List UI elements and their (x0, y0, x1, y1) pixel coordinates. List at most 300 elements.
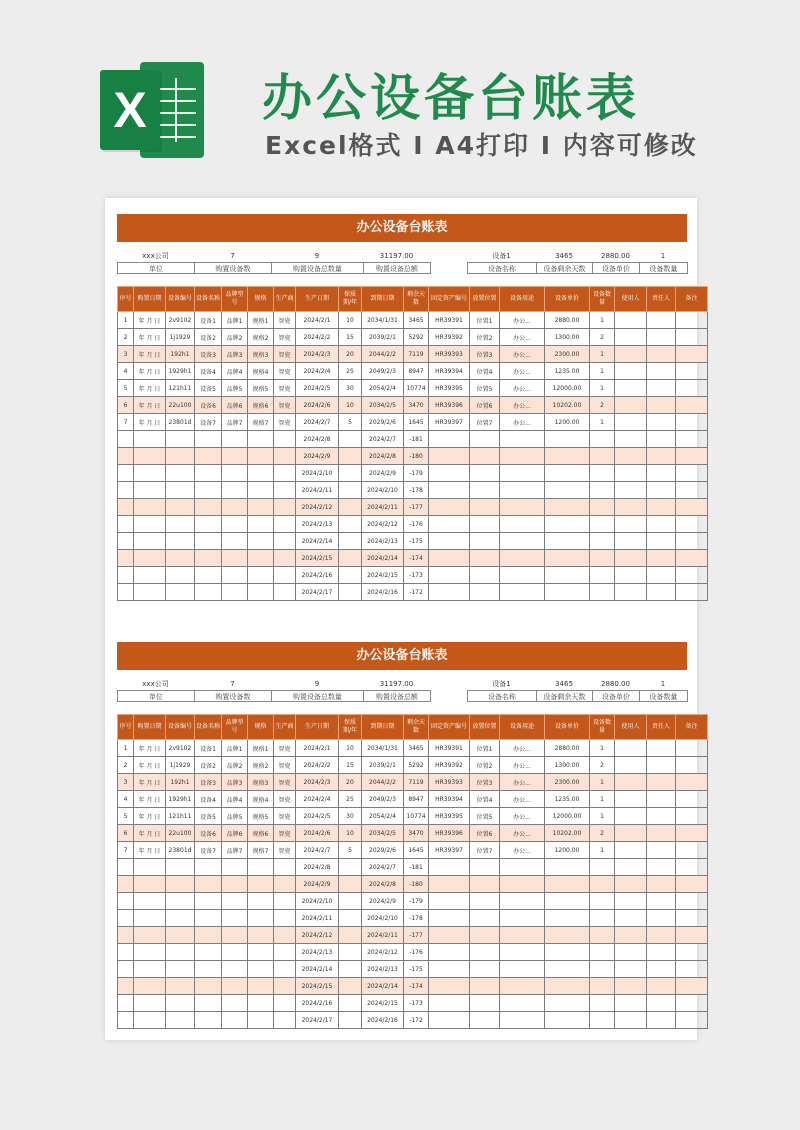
table-cell[interactable] (647, 465, 676, 482)
table-cell[interactable]: 办公... (500, 397, 545, 414)
table-cell[interactable] (222, 516, 248, 533)
table-cell[interactable]: 设备5 (195, 808, 222, 825)
table-cell[interactable]: 10774 (404, 808, 429, 825)
table-cell[interactable] (500, 533, 545, 550)
table-cell[interactable]: 位置1 (470, 740, 500, 757)
column-header[interactable]: 购置日期 (134, 287, 166, 312)
table-cell[interactable]: -180 (404, 448, 429, 465)
table-cell[interactable] (118, 876, 134, 893)
table-cell[interactable] (590, 978, 615, 995)
table-cell[interactable] (676, 842, 708, 859)
table-cell[interactable] (166, 910, 195, 927)
table-cell[interactable] (545, 465, 590, 482)
table-cell[interactable]: -179 (404, 893, 429, 910)
table-cell[interactable]: 2024/2/8 (296, 859, 339, 876)
table-cell[interactable] (590, 910, 615, 927)
table-cell[interactable]: -181 (404, 431, 429, 448)
table-cell[interactable]: 3465 (404, 740, 429, 757)
table-cell[interactable]: 1200.00 (545, 414, 590, 431)
table-cell[interactable] (222, 567, 248, 584)
table-cell[interactable]: 15 (339, 757, 362, 774)
table-cell[interactable]: 品牌2 (222, 757, 248, 774)
table-cell[interactable] (615, 533, 647, 550)
table-cell[interactable]: HR39396 (429, 825, 470, 842)
table-cell[interactable] (195, 499, 222, 516)
table-cell[interactable] (470, 927, 500, 944)
table-cell[interactable] (222, 482, 248, 499)
table-cell[interactable] (676, 346, 708, 363)
table-cell[interactable] (118, 533, 134, 550)
table-cell[interactable] (429, 893, 470, 910)
table-cell[interactable] (274, 876, 296, 893)
table-cell[interactable] (222, 995, 248, 1012)
column-header[interactable]: 设备用途 (500, 287, 545, 312)
table-cell[interactable] (274, 944, 296, 961)
table-cell[interactable]: 2024/2/12 (296, 499, 339, 516)
column-header[interactable]: 设备名称 (195, 287, 222, 312)
table-cell[interactable] (647, 791, 676, 808)
table-cell[interactable]: 2024/2/2 (296, 329, 339, 346)
table-cell[interactable] (195, 961, 222, 978)
table-cell[interactable] (615, 961, 647, 978)
table-cell[interactable] (590, 533, 615, 550)
table-cell[interactable] (676, 397, 708, 414)
table-cell[interactable] (429, 482, 470, 499)
table-cell[interactable] (118, 482, 134, 499)
table-cell[interactable] (166, 944, 195, 961)
table-cell[interactable]: 智瓷 (274, 363, 296, 380)
table-cell[interactable]: 2034/2/5 (362, 825, 404, 842)
table-cell[interactable]: 1j1929 (166, 757, 195, 774)
table-cell[interactable] (248, 1012, 274, 1029)
table-cell[interactable]: 年 月 日 (134, 312, 166, 329)
table-cell[interactable] (118, 1012, 134, 1029)
table-cell[interactable]: 12000.00 (545, 808, 590, 825)
table-cell[interactable]: 2024/2/3 (296, 774, 339, 791)
column-header[interactable]: 规格 (248, 287, 274, 312)
table-cell[interactable]: 2 (590, 329, 615, 346)
table-cell[interactable]: 2v9102 (166, 740, 195, 757)
table-cell[interactable]: 2024/2/11 (296, 910, 339, 927)
table-cell[interactable] (676, 516, 708, 533)
table-cell[interactable]: 8947 (404, 363, 429, 380)
table-cell[interactable] (248, 533, 274, 550)
table-cell[interactable]: 2024/2/13 (362, 533, 404, 550)
table-cell[interactable] (118, 550, 134, 567)
table-cell[interactable]: 3470 (404, 825, 429, 842)
table-cell[interactable] (470, 910, 500, 927)
table-cell[interactable]: 年 月 日 (134, 329, 166, 346)
table-cell[interactable]: 4 (118, 791, 134, 808)
table-cell[interactable] (222, 893, 248, 910)
table-cell[interactable]: 7119 (404, 774, 429, 791)
table-cell[interactable] (615, 825, 647, 842)
table-cell[interactable]: 2300.00 (545, 346, 590, 363)
table-cell[interactable] (248, 516, 274, 533)
table-cell[interactable]: -174 (404, 978, 429, 995)
table-cell[interactable] (615, 567, 647, 584)
table-cell[interactable] (118, 995, 134, 1012)
table-cell[interactable]: 3 (118, 774, 134, 791)
table-cell[interactable]: 6 (118, 397, 134, 414)
table-cell[interactable] (615, 944, 647, 961)
summary-value[interactable]: 31197.00 (379, 680, 414, 688)
table-cell[interactable]: 2029/2/6 (362, 842, 404, 859)
table-cell[interactable]: 2024/2/9 (362, 465, 404, 482)
table-cell[interactable] (500, 859, 545, 876)
table-cell[interactable] (647, 944, 676, 961)
table-cell[interactable] (676, 859, 708, 876)
table-cell[interactable] (166, 961, 195, 978)
table-cell[interactable]: 7 (118, 842, 134, 859)
table-cell[interactable]: 设备2 (195, 757, 222, 774)
table-cell[interactable]: 2024/2/16 (296, 567, 339, 584)
table-cell[interactable]: 办公... (500, 757, 545, 774)
table-cell[interactable] (274, 978, 296, 995)
column-header[interactable]: 到期日期 (362, 715, 404, 740)
table-cell[interactable]: 2024/2/11 (296, 482, 339, 499)
table-cell[interactable] (195, 927, 222, 944)
table-cell[interactable]: 办公... (500, 842, 545, 859)
table-cell[interactable] (470, 533, 500, 550)
table-cell[interactable] (470, 944, 500, 961)
table-cell[interactable] (248, 567, 274, 584)
table-cell[interactable]: 品牌6 (222, 825, 248, 842)
table-cell[interactable] (590, 499, 615, 516)
table-cell[interactable] (195, 859, 222, 876)
table-cell[interactable] (248, 431, 274, 448)
table-cell[interactable] (118, 859, 134, 876)
table-cell[interactable]: HR39397 (429, 842, 470, 859)
table-cell[interactable] (195, 893, 222, 910)
table-cell[interactable] (429, 550, 470, 567)
table-cell[interactable] (615, 346, 647, 363)
column-header[interactable]: 使用人 (615, 715, 647, 740)
table-cell[interactable]: 4 (118, 363, 134, 380)
column-header[interactable]: 规格 (248, 715, 274, 740)
table-cell[interactable]: 2044/2/2 (362, 346, 404, 363)
table-cell[interactable] (339, 550, 362, 567)
table-cell[interactable]: 6 (118, 825, 134, 842)
table-cell[interactable]: 办公... (500, 329, 545, 346)
table-cell[interactable]: 品牌2 (222, 329, 248, 346)
table-cell[interactable] (500, 431, 545, 448)
table-cell[interactable]: 2024/2/5 (296, 380, 339, 397)
table-cell[interactable]: 192h1 (166, 774, 195, 791)
table-cell[interactable] (248, 465, 274, 482)
table-cell[interactable]: 10 (339, 740, 362, 757)
table-cell[interactable]: 年 月 日 (134, 791, 166, 808)
table-cell[interactable] (676, 876, 708, 893)
table-cell[interactable] (195, 465, 222, 482)
table-cell[interactable]: 2024/2/10 (296, 465, 339, 482)
table-cell[interactable] (339, 859, 362, 876)
table-cell[interactable]: 2029/2/6 (362, 414, 404, 431)
table-cell[interactable] (166, 978, 195, 995)
table-cell[interactable] (166, 431, 195, 448)
table-cell[interactable]: 规格5 (248, 380, 274, 397)
table-cell[interactable] (248, 876, 274, 893)
table-cell[interactable] (545, 584, 590, 601)
table-cell[interactable]: 位置7 (470, 842, 500, 859)
table-cell[interactable] (647, 397, 676, 414)
table-cell[interactable]: 设备5 (195, 380, 222, 397)
table-cell[interactable] (274, 961, 296, 978)
table-cell[interactable]: 10202.00 (545, 825, 590, 842)
column-header[interactable]: 放置位置 (470, 715, 500, 740)
table-cell[interactable]: 设备4 (195, 791, 222, 808)
table-cell[interactable]: 年 月 日 (134, 774, 166, 791)
table-cell[interactable]: 5292 (404, 757, 429, 774)
table-cell[interactable] (339, 944, 362, 961)
table-cell[interactable] (615, 312, 647, 329)
table-cell[interactable]: 1300.00 (545, 329, 590, 346)
table-cell[interactable]: 20 (339, 346, 362, 363)
table-cell[interactable] (590, 893, 615, 910)
table-cell[interactable] (274, 550, 296, 567)
table-cell[interactable] (545, 533, 590, 550)
table-cell[interactable] (647, 859, 676, 876)
table-cell[interactable] (615, 740, 647, 757)
table-cell[interactable] (195, 944, 222, 961)
table-cell[interactable] (134, 1012, 166, 1029)
table-cell[interactable] (470, 499, 500, 516)
table-cell[interactable] (676, 584, 708, 601)
table-cell[interactable]: 1 (590, 740, 615, 757)
table-cell[interactable] (118, 893, 134, 910)
table-cell[interactable] (134, 499, 166, 516)
table-cell[interactable] (500, 448, 545, 465)
table-cell[interactable] (195, 1012, 222, 1029)
table-cell[interactable] (545, 516, 590, 533)
column-header[interactable]: 固定资产编号 (429, 287, 470, 312)
table-cell[interactable] (615, 550, 647, 567)
table-cell[interactable]: 智瓷 (274, 842, 296, 859)
table-cell[interactable] (500, 927, 545, 944)
table-cell[interactable] (590, 859, 615, 876)
table-cell[interactable] (274, 448, 296, 465)
table-cell[interactable]: 品牌7 (222, 842, 248, 859)
table-cell[interactable] (676, 791, 708, 808)
table-cell[interactable] (339, 448, 362, 465)
table-cell[interactable] (118, 978, 134, 995)
table-cell[interactable]: 2024/2/10 (362, 482, 404, 499)
table-cell[interactable] (248, 995, 274, 1012)
table-cell[interactable]: 规格4 (248, 791, 274, 808)
table-cell[interactable]: 办公... (500, 808, 545, 825)
table-cell[interactable] (166, 533, 195, 550)
table-cell[interactable]: -177 (404, 499, 429, 516)
table-cell[interactable] (134, 431, 166, 448)
table-cell[interactable] (615, 414, 647, 431)
table-cell[interactable] (647, 363, 676, 380)
table-cell[interactable] (195, 876, 222, 893)
table-cell[interactable] (166, 567, 195, 584)
table-cell[interactable] (166, 499, 195, 516)
table-cell[interactable]: 2024/2/6 (296, 825, 339, 842)
table-cell[interactable] (222, 533, 248, 550)
table-cell[interactable] (545, 431, 590, 448)
table-cell[interactable] (647, 346, 676, 363)
table-cell[interactable]: 2024/2/4 (296, 791, 339, 808)
table-cell[interactable] (195, 567, 222, 584)
table-cell[interactable]: 设备1 (195, 740, 222, 757)
table-cell[interactable] (500, 482, 545, 499)
table-cell[interactable]: 1 (590, 414, 615, 431)
summary-value[interactable]: 31197.00 (379, 252, 414, 260)
table-cell[interactable] (647, 533, 676, 550)
table-cell[interactable]: HR39395 (429, 808, 470, 825)
table-cell[interactable] (470, 431, 500, 448)
column-header[interactable]: 购置日期 (134, 715, 166, 740)
table-cell[interactable] (470, 465, 500, 482)
table-cell[interactable]: 年 月 日 (134, 740, 166, 757)
table-cell[interactable]: -179 (404, 465, 429, 482)
table-cell[interactable]: 1 (118, 740, 134, 757)
table-cell[interactable]: 2024/2/12 (362, 944, 404, 961)
table-cell[interactable] (118, 465, 134, 482)
column-header[interactable]: 设备编号 (166, 715, 195, 740)
column-header[interactable]: 品牌型号 (222, 715, 248, 740)
table-cell[interactable]: 2024/2/9 (296, 448, 339, 465)
table-cell[interactable]: 12000.00 (545, 380, 590, 397)
table-cell[interactable]: 设备7 (195, 414, 222, 431)
table-cell[interactable]: 办公... (500, 414, 545, 431)
table-cell[interactable] (676, 533, 708, 550)
table-cell[interactable] (647, 825, 676, 842)
table-cell[interactable] (545, 927, 590, 944)
table-cell[interactable]: 智瓷 (274, 774, 296, 791)
table-cell[interactable] (615, 791, 647, 808)
table-cell[interactable]: 1 (118, 312, 134, 329)
table-cell[interactable] (647, 893, 676, 910)
table-cell[interactable] (339, 584, 362, 601)
table-cell[interactable] (429, 584, 470, 601)
table-cell[interactable] (134, 893, 166, 910)
table-cell[interactable]: 品牌6 (222, 397, 248, 414)
column-header[interactable]: 序号 (118, 287, 134, 312)
table-cell[interactable] (676, 910, 708, 927)
table-cell[interactable] (118, 961, 134, 978)
table-cell[interactable] (429, 1012, 470, 1029)
table-cell[interactable]: -172 (404, 1012, 429, 1029)
column-header[interactable]: 备注 (676, 715, 708, 740)
table-cell[interactable]: -176 (404, 516, 429, 533)
table-cell[interactable]: HR39393 (429, 774, 470, 791)
table-cell[interactable]: 品牌3 (222, 346, 248, 363)
table-cell[interactable] (134, 533, 166, 550)
table-cell[interactable]: 2024/2/13 (296, 944, 339, 961)
column-header[interactable]: 设备名称 (195, 715, 222, 740)
table-cell[interactable]: 智瓷 (274, 380, 296, 397)
table-cell[interactable]: 2024/2/14 (296, 961, 339, 978)
table-cell[interactable] (470, 448, 500, 465)
table-cell[interactable] (676, 1012, 708, 1029)
table-cell[interactable]: 2024/2/16 (362, 584, 404, 601)
column-header[interactable]: 保质期/年 (339, 287, 362, 312)
table-cell[interactable] (676, 329, 708, 346)
table-cell[interactable]: 5 (339, 842, 362, 859)
table-cell[interactable]: 2024/2/15 (296, 978, 339, 995)
table-cell[interactable] (676, 978, 708, 995)
table-cell[interactable]: 5 (118, 380, 134, 397)
table-cell[interactable]: 15 (339, 329, 362, 346)
summary-value[interactable]: xxx公司 (142, 252, 169, 260)
table-cell[interactable] (248, 482, 274, 499)
table-cell[interactable] (339, 910, 362, 927)
table-cell[interactable]: 20 (339, 774, 362, 791)
table-cell[interactable] (248, 961, 274, 978)
table-cell[interactable]: 8947 (404, 791, 429, 808)
table-cell[interactable]: 规格2 (248, 757, 274, 774)
table-cell[interactable] (470, 550, 500, 567)
column-header[interactable]: 设备数量 (590, 715, 615, 740)
table-cell[interactable]: 121h11 (166, 808, 195, 825)
table-cell[interactable]: 智瓷 (274, 397, 296, 414)
table-cell[interactable] (195, 910, 222, 927)
table-cell[interactable]: HR39392 (429, 329, 470, 346)
table-cell[interactable]: 位置6 (470, 397, 500, 414)
table-cell[interactable]: 办公... (500, 774, 545, 791)
table-cell[interactable] (134, 944, 166, 961)
table-cell[interactable]: 年 月 日 (134, 363, 166, 380)
table-cell[interactable] (676, 567, 708, 584)
table-cell[interactable] (500, 893, 545, 910)
table-cell[interactable]: 2024/2/9 (296, 876, 339, 893)
table-cell[interactable]: 10774 (404, 380, 429, 397)
table-cell[interactable] (248, 927, 274, 944)
table-cell[interactable] (615, 329, 647, 346)
table-cell[interactable]: 办公... (500, 380, 545, 397)
table-cell[interactable] (647, 567, 676, 584)
table-cell[interactable] (274, 533, 296, 550)
table-cell[interactable]: 3465 (404, 312, 429, 329)
table-cell[interactable] (676, 757, 708, 774)
table-cell[interactable] (615, 380, 647, 397)
table-cell[interactable] (195, 516, 222, 533)
table-cell[interactable]: 办公... (500, 740, 545, 757)
table-cell[interactable]: 品牌4 (222, 791, 248, 808)
table-cell[interactable] (470, 516, 500, 533)
table-cell[interactable] (134, 995, 166, 1012)
table-cell[interactable]: 2 (590, 397, 615, 414)
table-cell[interactable]: 1 (590, 808, 615, 825)
table-cell[interactable]: 位置2 (470, 329, 500, 346)
table-cell[interactable] (676, 312, 708, 329)
table-cell[interactable]: -173 (404, 567, 429, 584)
table-cell[interactable] (545, 995, 590, 1012)
table-cell[interactable] (545, 482, 590, 499)
table-cell[interactable]: 年 月 日 (134, 808, 166, 825)
table-cell[interactable] (134, 876, 166, 893)
table-cell[interactable] (134, 482, 166, 499)
table-cell[interactable] (647, 550, 676, 567)
table-cell[interactable] (676, 465, 708, 482)
table-cell[interactable] (429, 978, 470, 995)
column-header[interactable]: 序号 (118, 715, 134, 740)
table-cell[interactable]: 2024/2/1 (296, 740, 339, 757)
table-cell[interactable] (545, 1012, 590, 1029)
table-cell[interactable] (500, 944, 545, 961)
table-cell[interactable]: -175 (404, 533, 429, 550)
table-cell[interactable] (195, 448, 222, 465)
table-cell[interactable] (248, 978, 274, 995)
table-cell[interactable] (545, 910, 590, 927)
table-cell[interactable] (615, 774, 647, 791)
table-cell[interactable]: 品牌4 (222, 363, 248, 380)
table-cell[interactable]: 年 月 日 (134, 842, 166, 859)
table-cell[interactable] (647, 910, 676, 927)
